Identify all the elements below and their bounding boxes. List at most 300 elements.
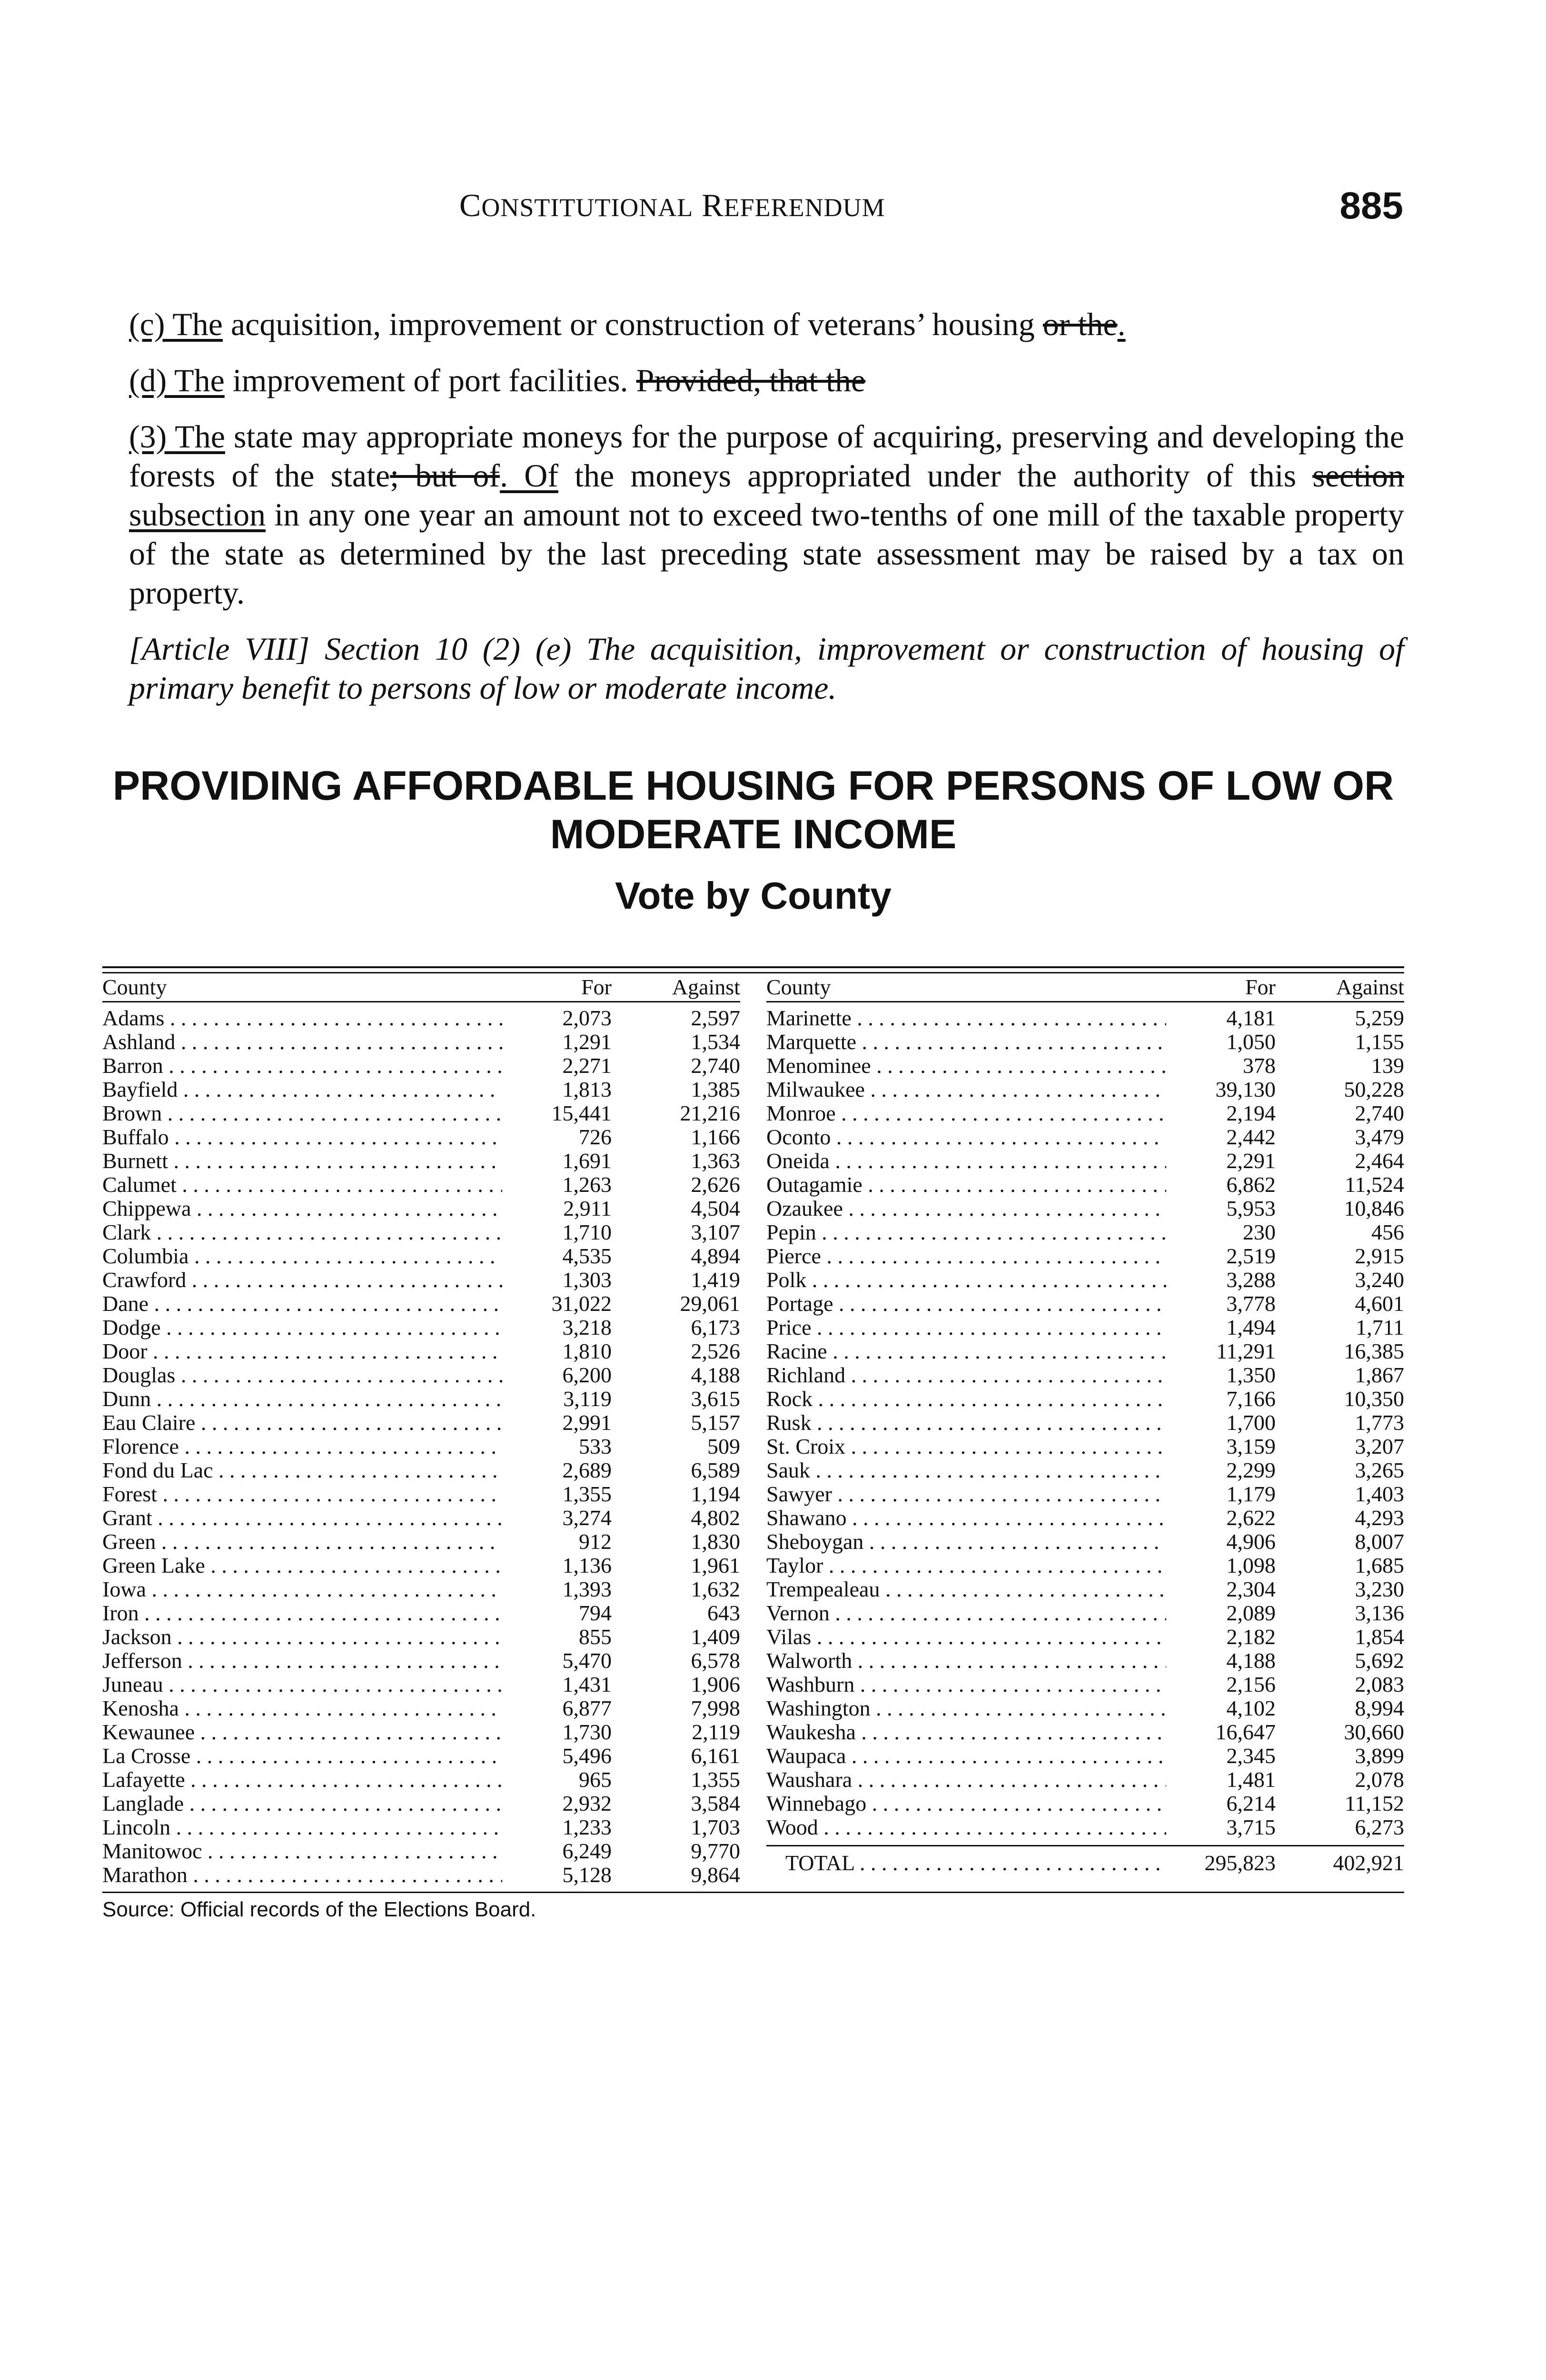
table-row [766, 1387, 1404, 1411]
for-cell: 2,291 [1226, 1149, 1276, 1173]
table-row [766, 1554, 1404, 1577]
running-head-initial: R [702, 187, 724, 223]
table-row [766, 1815, 1404, 1839]
total-label-cell [766, 1846, 1166, 1880]
county-cell [766, 1387, 1166, 1411]
against-cell: 11,152 [1345, 1791, 1404, 1815]
county-name: Sauk [766, 1458, 810, 1482]
table-row [102, 1197, 740, 1220]
county-name: Grant [102, 1506, 152, 1530]
table-row [102, 1482, 740, 1506]
leader-dots [833, 1292, 1166, 1316]
inserted-text: (3) The [129, 418, 225, 455]
against-cell: 1,355 [691, 1767, 740, 1792]
county-cell [102, 1554, 502, 1577]
leader-dots [847, 1506, 1166, 1530]
county-name: Burnett [102, 1149, 168, 1173]
against-cell: 1,363 [691, 1149, 740, 1173]
for-cell: 3,119 [563, 1387, 612, 1411]
county-name: Clark [102, 1220, 151, 1244]
county-cell [766, 1220, 1166, 1244]
for-cell: 1,350 [1226, 1363, 1276, 1387]
county-name: Brown [102, 1101, 162, 1125]
paragraph-text: state may appropriate moneys for the purpose of acquiring, preserving and developing the forests of the state [129, 418, 1405, 494]
for-cell: 4,102 [1226, 1696, 1276, 1720]
table-row [102, 1696, 740, 1720]
county-name: Monroe [766, 1101, 836, 1125]
table-row [102, 1339, 740, 1363]
for-cell: 7,166 [1226, 1387, 1276, 1411]
county-name: Dodge [102, 1316, 161, 1339]
for-cell: 1,393 [562, 1577, 612, 1601]
leader-dots [818, 1815, 1166, 1839]
leader-dots [151, 1220, 502, 1244]
county-cell [102, 1339, 502, 1363]
county-name: Oconto [766, 1125, 831, 1149]
county-name: Vilas [766, 1625, 812, 1649]
table-row [102, 1839, 740, 1863]
against-cell: 6,578 [691, 1648, 740, 1673]
county-cell [766, 1649, 1166, 1673]
county-cell [102, 1506, 502, 1530]
county-cell [766, 1030, 1166, 1054]
county-name: Columbia [102, 1244, 189, 1268]
for-cell: 3,288 [1226, 1268, 1276, 1292]
paragraph-text: acquisition, improvement or construction of veterans’ housing [222, 306, 1043, 342]
against-cell: 1,155 [1355, 1030, 1404, 1054]
table-row [766, 1530, 1404, 1554]
leader-dots [862, 1173, 1166, 1197]
county-cell [102, 1625, 502, 1649]
for-cell: 1,481 [1226, 1767, 1276, 1792]
against-cell: 9,864 [691, 1863, 740, 1887]
inserted-text: subsection [129, 496, 266, 533]
for-cell: 1,710 [562, 1220, 612, 1244]
county-cell [102, 1673, 502, 1696]
table-row [766, 1149, 1404, 1173]
running-head-word: EFERENDUM [723, 193, 885, 222]
county-cell [766, 1078, 1166, 1101]
against-cell: 10,350 [1344, 1387, 1404, 1411]
county-name: Kewaunee [102, 1720, 195, 1744]
leader-dots [831, 1125, 1166, 1149]
table-row [102, 1768, 740, 1792]
leader-dots [151, 1387, 502, 1411]
for-cell: 912 [579, 1529, 612, 1554]
county-name: Dunn [102, 1387, 151, 1411]
county-name: Menominee [766, 1054, 871, 1078]
for-cell: 4,188 [1226, 1648, 1276, 1673]
for-cell: 1,136 [562, 1553, 612, 1577]
for-cell: 726 [579, 1125, 612, 1149]
county-cell [766, 1458, 1166, 1482]
paragraph-text: in any one year an amount not to exceed two-tenths of one mill of the taxable property of the state as determined by the last preceding state assessment may be raised by a tax on property. [129, 496, 1404, 611]
against-cell: 2,626 [691, 1172, 740, 1197]
county-cell [766, 1625, 1166, 1649]
table-row [766, 1458, 1404, 1482]
against-cell: 7,998 [691, 1696, 740, 1720]
leader-dots [811, 1625, 1166, 1649]
against-cell: 509 [707, 1434, 740, 1458]
county-name: Waukesha [766, 1720, 856, 1744]
for-cell: 4,181 [1226, 1006, 1276, 1030]
leader-dots [185, 1768, 502, 1792]
table-row [102, 1078, 740, 1101]
table-row [766, 1125, 1404, 1149]
county-name: Manitowoc [102, 1839, 202, 1863]
page-header [0, 0, 1546, 228]
county-cell [766, 1101, 1166, 1125]
against-cell: 6,589 [691, 1458, 740, 1482]
running-head-word: ONSTITUTIONAL [481, 193, 694, 222]
table-row [766, 1220, 1404, 1244]
leader-dots [856, 1720, 1166, 1744]
leader-dots [195, 1720, 502, 1744]
table-row [766, 1649, 1404, 1673]
table-row [102, 1244, 740, 1268]
against-cell: 2,078 [1355, 1767, 1404, 1792]
header-for: For [581, 975, 612, 999]
for-cell: 6,214 [1226, 1791, 1276, 1815]
county-name: Pierce [766, 1244, 821, 1268]
leader-dots [191, 1197, 502, 1220]
county-name: Sawyer [766, 1482, 832, 1506]
leader-dots [169, 1125, 502, 1149]
for-cell: 1,813 [562, 1077, 612, 1101]
leader-dots [863, 1530, 1166, 1554]
table-row [102, 1577, 740, 1601]
table-header [766, 973, 1404, 1002]
leader-dots [845, 1435, 1166, 1458]
county-name: Marinette [766, 1006, 852, 1030]
county-name: Marathon [102, 1863, 188, 1887]
for-cell: 2,089 [1226, 1601, 1276, 1625]
county-cell [102, 1815, 502, 1839]
leader-dots [880, 1577, 1166, 1601]
county-cell [102, 1030, 502, 1054]
leader-dots [866, 1792, 1166, 1815]
inserted-text: Of [508, 457, 559, 494]
for-cell: 3,159 [1226, 1434, 1276, 1458]
county-cell [102, 1720, 502, 1744]
deleted-text: Provided, that the [636, 362, 866, 398]
leader-dots [806, 1268, 1166, 1292]
against-cell: 2,740 [1355, 1101, 1404, 1125]
leader-dots [871, 1054, 1166, 1078]
table-row [102, 1316, 740, 1339]
for-cell: 2,304 [1226, 1577, 1276, 1601]
table-row [102, 1411, 740, 1435]
for-cell: 1,730 [562, 1720, 612, 1744]
leader-dots [157, 1482, 502, 1506]
against-cell: 5,692 [1355, 1648, 1404, 1673]
county-name: Wood [766, 1815, 818, 1839]
county-name: La Crosse [102, 1744, 191, 1768]
county-name: Douglas [102, 1363, 176, 1387]
against-cell: 3,479 [1355, 1125, 1404, 1149]
for-cell: 39,130 [1215, 1077, 1276, 1101]
against-cell: 1,166 [691, 1125, 740, 1149]
for-cell: 2,345 [1226, 1744, 1276, 1768]
inserted-text: . [500, 457, 508, 494]
total-label: TOTAL [785, 1851, 854, 1875]
table-row [102, 1149, 740, 1173]
leader-dots [161, 1316, 502, 1339]
table-header [102, 973, 740, 1002]
leader-dots [186, 1268, 502, 1292]
county-name: St. Croix [766, 1435, 846, 1458]
table-bottom-rule [102, 1892, 1404, 1893]
running-head-initial: C [459, 187, 482, 223]
deleted-text: section [1312, 457, 1404, 494]
for-cell: 2,073 [562, 1006, 612, 1030]
for-cell: 6,862 [1226, 1172, 1276, 1197]
against-cell: 4,293 [1355, 1506, 1404, 1530]
county-cell [102, 1792, 502, 1815]
table-row [766, 1411, 1404, 1435]
against-cell: 2,597 [691, 1006, 740, 1030]
county-cell [102, 1006, 502, 1030]
page-number: 885 [1339, 184, 1403, 227]
against-cell: 29,061 [680, 1291, 740, 1316]
table-row [102, 1673, 740, 1696]
county-name: Racine [766, 1339, 827, 1363]
county-cell [102, 1768, 502, 1792]
leader-dots [836, 1101, 1166, 1125]
table-row [766, 1768, 1404, 1792]
for-cell: 2,299 [1226, 1458, 1276, 1482]
table-row [766, 1720, 1404, 1744]
for-cell: 5,953 [1226, 1196, 1276, 1220]
for-cell: 794 [579, 1601, 612, 1625]
county-cell [766, 1530, 1166, 1554]
for-cell: 3,218 [562, 1315, 612, 1339]
leader-dots [852, 1649, 1166, 1673]
county-cell [766, 1054, 1166, 1078]
county-cell [102, 1244, 502, 1268]
county-cell [766, 1601, 1166, 1625]
county-name: Door [102, 1339, 148, 1363]
county-cell [766, 1339, 1166, 1363]
for-cell: 1,691 [562, 1149, 612, 1173]
county-cell [766, 1768, 1166, 1792]
for-cell: 1,700 [1226, 1410, 1276, 1435]
table-row [102, 1601, 740, 1625]
table-row [766, 1054, 1404, 1078]
table-row [766, 1006, 1404, 1030]
for-cell: 6,249 [562, 1839, 612, 1863]
against-cell: 2,915 [1355, 1244, 1404, 1268]
county-cell [766, 1482, 1166, 1506]
for-cell: 2,911 [563, 1196, 612, 1220]
against-cell: 1,685 [1355, 1553, 1404, 1577]
county-cell [102, 1197, 502, 1220]
table-row [102, 1006, 740, 1030]
county-name: Forest [102, 1482, 157, 1506]
against-cell: 3,107 [691, 1220, 740, 1244]
leader-dots [213, 1458, 502, 1482]
table-row [102, 1506, 740, 1530]
for-cell: 5,128 [562, 1863, 612, 1887]
county-cell [102, 1125, 502, 1149]
county-cell [102, 1435, 502, 1458]
statute-text [102, 305, 1404, 724]
county-cell [766, 1554, 1166, 1577]
leader-dots [816, 1220, 1166, 1244]
deleted-text: or the [1042, 306, 1118, 342]
against-cell: 50,228 [1344, 1077, 1404, 1101]
county-cell [102, 1173, 502, 1197]
header-for: For [1245, 975, 1276, 999]
county-cell [102, 1387, 502, 1411]
leader-dots [821, 1244, 1166, 1268]
county-name: Milwaukee [766, 1078, 865, 1101]
county-name: Green Lake [102, 1554, 205, 1577]
against-cell: 9,770 [691, 1839, 740, 1863]
county-cell [102, 1482, 502, 1506]
county-cell [766, 1720, 1166, 1744]
for-cell: 533 [579, 1434, 612, 1458]
table-row [766, 1673, 1404, 1696]
against-cell: 5,157 [691, 1410, 740, 1435]
against-cell: 1,773 [1355, 1410, 1404, 1435]
county-name: Chippewa [102, 1197, 191, 1220]
for-cell: 2,932 [562, 1791, 612, 1815]
against-cell: 4,601 [1355, 1291, 1404, 1316]
against-cell: 10,846 [1344, 1196, 1404, 1220]
table-row [102, 1625, 740, 1649]
section-subtitle: Vote by County [615, 874, 892, 917]
deleted-text: ; but of [390, 457, 500, 494]
for-cell: 855 [579, 1625, 612, 1649]
header-county: County [766, 975, 831, 999]
leader-dots [148, 1339, 502, 1363]
for-cell: 1,303 [562, 1268, 612, 1292]
against-cell: 456 [1371, 1220, 1404, 1244]
county-name: Waushara [766, 1768, 852, 1792]
for-cell: 2,271 [562, 1053, 612, 1078]
against-cell: 11,524 [1345, 1172, 1404, 1197]
header-county: County [102, 975, 167, 999]
leader-dots [190, 1744, 502, 1768]
leader-dots [827, 1339, 1166, 1363]
county-name: Green [102, 1530, 156, 1554]
county-cell [102, 1577, 502, 1601]
county-cell [102, 1744, 502, 1768]
table-row [102, 1649, 740, 1673]
against-cell: 2,740 [691, 1053, 740, 1078]
against-cell: 1,632 [691, 1577, 740, 1601]
table-row [766, 1030, 1404, 1054]
county-name: Dane [102, 1292, 149, 1316]
county-cell [102, 1839, 502, 1863]
county-cell [766, 1149, 1166, 1173]
against-cell: 1,409 [691, 1625, 740, 1649]
against-cell: 6,173 [691, 1315, 740, 1339]
against-cell: 1,854 [1355, 1625, 1404, 1649]
leader-dots [146, 1577, 502, 1601]
county-cell [766, 1006, 1166, 1030]
county-name: Barron [102, 1054, 163, 1078]
against-cell: 4,802 [691, 1506, 740, 1530]
section-title: PROVIDING AFFORDABLE HOUSING FOR PERSONS OF LOW OR MODERATE INCOME [112, 763, 1394, 857]
paragraph-text: the moneys appropriated under the authority of this [558, 457, 1313, 494]
for-cell: 3,778 [1226, 1291, 1276, 1316]
table-row [766, 1696, 1404, 1720]
leader-dots [182, 1649, 502, 1673]
inserted-text: (c) The [129, 306, 223, 342]
county-name: Sheboygan [766, 1530, 864, 1554]
against-cell: 8,994 [1355, 1696, 1404, 1720]
for-cell: 1,355 [562, 1482, 612, 1506]
leader-dots [195, 1411, 502, 1435]
leader-dots [830, 1149, 1166, 1173]
vote-table [102, 966, 1404, 1922]
leader-dots [812, 1316, 1166, 1339]
table-row [766, 1173, 1404, 1197]
against-cell: 8,007 [1355, 1529, 1404, 1554]
county-cell [102, 1601, 502, 1625]
against-cell: 21,216 [680, 1101, 740, 1125]
leader-dots [865, 1078, 1166, 1101]
against-cell: 643 [707, 1601, 740, 1625]
for-cell: 3,274 [562, 1506, 612, 1530]
leader-dots [188, 1244, 502, 1268]
leader-dots [854, 1673, 1166, 1696]
county-cell [102, 1363, 502, 1387]
table-row [766, 1244, 1404, 1268]
table-row [766, 1435, 1404, 1458]
county-cell [102, 1696, 502, 1720]
against-cell: 6,273 [1355, 1815, 1404, 1839]
table-row [102, 1125, 740, 1149]
table-columns [102, 973, 1404, 1887]
leader-dots [823, 1554, 1166, 1577]
for-cell: 2,519 [1226, 1244, 1276, 1268]
county-cell [102, 1316, 502, 1339]
table-row [102, 1744, 740, 1768]
county-cell [766, 1696, 1166, 1720]
for-cell: 1,431 [562, 1672, 612, 1696]
for-cell: 1,494 [1226, 1315, 1276, 1339]
against-cell: 1,534 [691, 1030, 740, 1054]
leader-dots [810, 1458, 1166, 1482]
county-cell [102, 1863, 502, 1887]
county-name: Buffalo [102, 1125, 169, 1149]
county-cell [766, 1506, 1166, 1530]
county-cell [102, 1268, 502, 1292]
for-cell: 2,689 [562, 1458, 612, 1482]
county-name: Bayfield [102, 1078, 178, 1101]
table-row [766, 1197, 1404, 1220]
against-cell: 4,894 [691, 1244, 740, 1268]
county-cell [102, 1149, 502, 1173]
leader-dots [812, 1411, 1166, 1435]
table-row [102, 1792, 740, 1815]
table-top-rule [102, 966, 1404, 968]
leader-dots [179, 1435, 502, 1458]
for-cell: 31,022 [551, 1291, 612, 1316]
leader-dots [162, 1101, 502, 1125]
for-cell: 16,647 [1215, 1720, 1276, 1744]
table-row [766, 1339, 1404, 1363]
against-cell: 1,830 [691, 1529, 740, 1554]
table-row [102, 1554, 740, 1577]
county-name: Vernon [766, 1601, 830, 1625]
leader-dots [164, 1006, 502, 1030]
county-cell [766, 1411, 1166, 1435]
county-name: Lafayette [102, 1768, 185, 1792]
